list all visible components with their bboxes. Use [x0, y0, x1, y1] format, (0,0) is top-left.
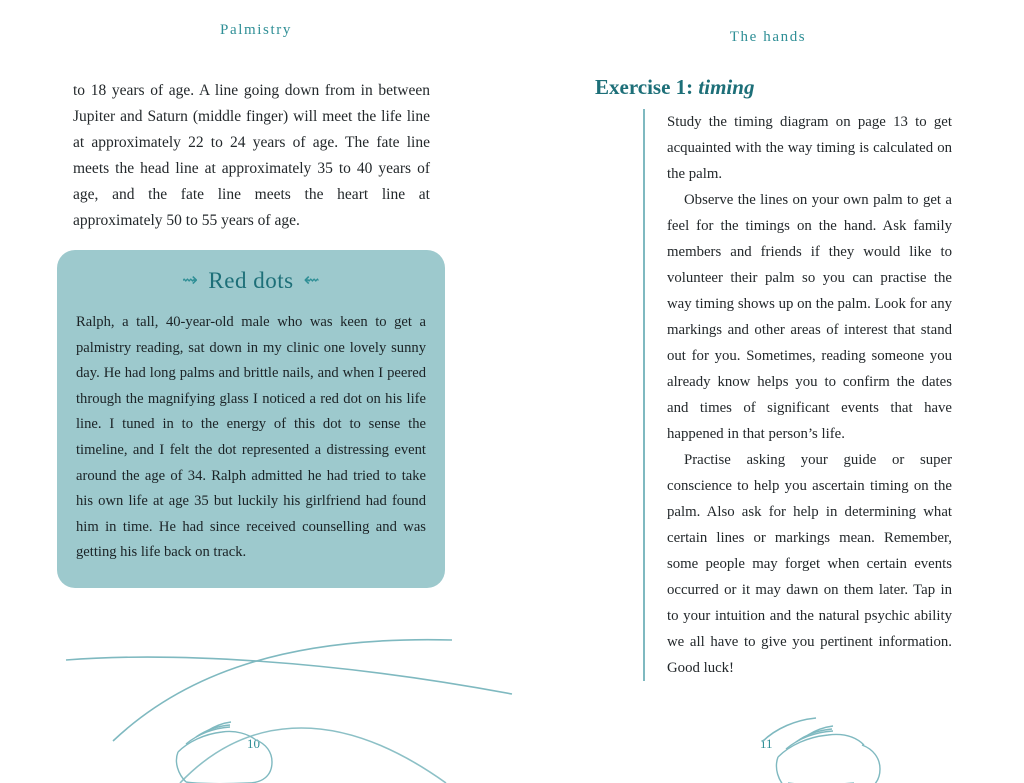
exercise-name: timing: [698, 75, 755, 99]
curved-line-ornament: [66, 600, 512, 783]
running-head-right: The hands: [729, 29, 807, 45]
left-page-body: [73, 78, 430, 234]
exercise-paragraph: Observe the lines on your own palm to get a feel for the timings on the hand. Ask family members and friends if they would like to volunteer their palm so you can practise the way timing shows up on the palm. Look for any markings and other areas of interest that stand out for you. Sometimes, reading someone you already know helps you to confirm the dates and times of significant events that have happened in that person’s life.: [667, 192, 952, 442]
hand-outline-icon: [176, 722, 272, 783]
story-title-text: Red dots: [208, 268, 294, 293]
exercise-paragraph: Practise asking your guide or super conscience to help you ascertain timing on the palm. Also ask for help in determining what certain lines or markings mean. Remember, some people may forget when certain events occurred or it may dawn on them later. Tap in to your intuition and the natural psychic ability we all have to give you pertinent information. Good luck!: [667, 452, 952, 676]
page-number-right: 11: [760, 736, 773, 751]
story-title: [57, 250, 445, 294]
exercise-heading: [595, 75, 952, 100]
exercise-block: [643, 109, 952, 681]
story-callout-box: [57, 250, 445, 588]
ornament-left-icon: ⇝: [182, 270, 199, 291]
exercise-paragraph: Study the timing diagram on page 13 to get acquainted with the way timing is calculated on the palm.: [667, 114, 952, 182]
running-head-left: Palmistry: [220, 22, 292, 38]
story-text: Ralph, a tall, 40-year-old male who was keen to get a palmistry reading, sat down in my clinic one lovely sunny day. He had long palms and brittle nails, and when I peered through the magnifying glass I noticed a red dot on his life line. I tuned in to the energy of this dot to sense the timeline, and I felt the dot represented a distressing event around the age of 34. Ralph admitted he had tried to take his own life at age 35 but luckily his girlfriend had found him in time. He had since received counselling and was getting his life back on track.: [76, 314, 426, 561]
body-paragraph: to 18 years of age. A line going down from in between Jupiter and Saturn (middle finger) will meet the life line at approximately 22 to 24 years of age. The fate line meets the head line at approximately 35 to 40 years of age, and the fate line meets the heart line at approximately 50 to 55 years of age.: [73, 82, 430, 229]
ornament-right-icon: ⇜: [303, 270, 320, 291]
page-number-left: 10: [247, 736, 260, 751]
right-page-body: [595, 75, 952, 676]
exercise-label: Exercise 1:: [595, 75, 694, 99]
hand-outline-icon: [776, 726, 880, 783]
